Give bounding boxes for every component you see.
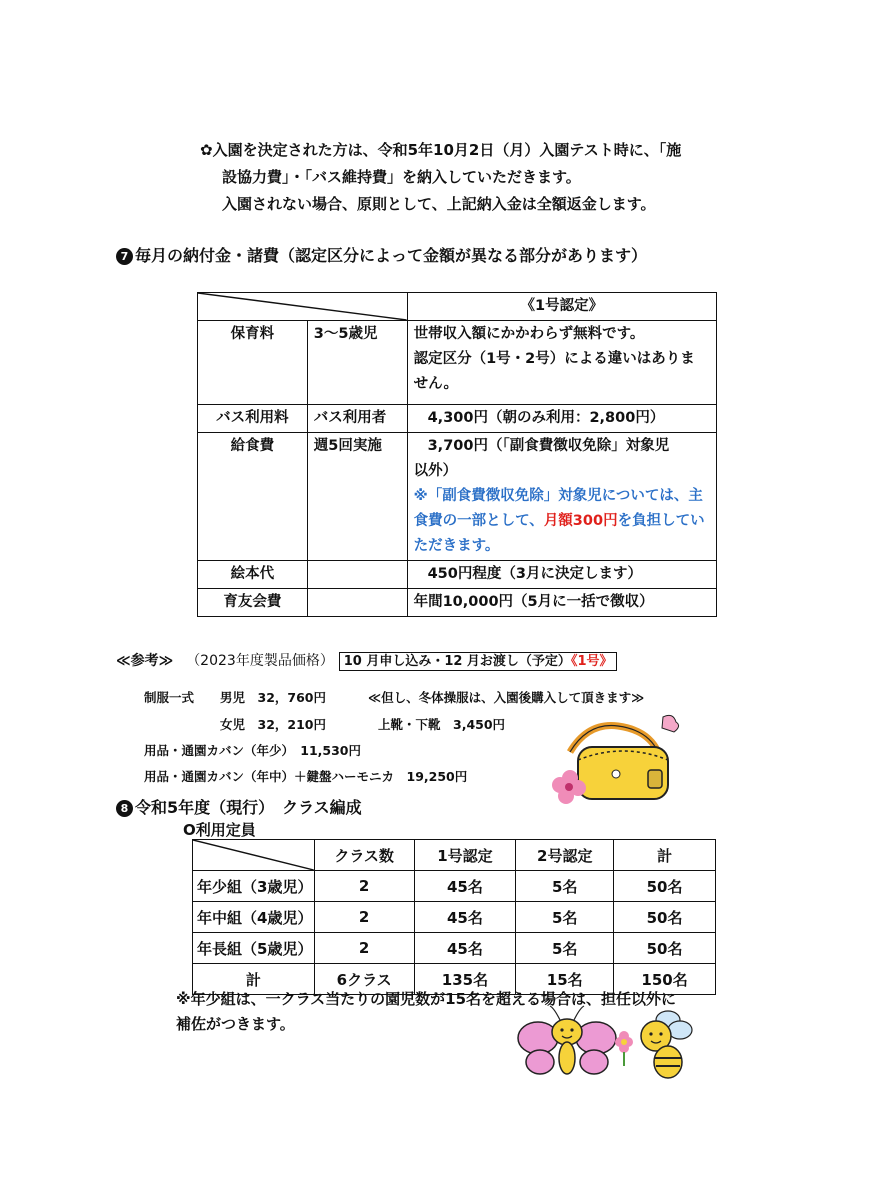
column-header: 計 bbox=[614, 840, 716, 871]
table-cell: 年中組（4歳児） bbox=[193, 902, 315, 933]
footnote: ※年少組は、一クラス当たりの園児数が15名を超える場合は、担任以外に 補佐がつきます。 bbox=[176, 990, 677, 1033]
uniform-boy-price: 男児 32，760円 bbox=[220, 690, 326, 705]
fee-note: ※「副食費徴収免除」対象児については、主 bbox=[413, 488, 703, 504]
table-cell: 5名 bbox=[516, 902, 614, 933]
notice-line-1: ✿入園を決定された方は、令和5年10月2日（月）入園テスト時に、「施 bbox=[200, 141, 682, 159]
section-8-heading: 8 令和5年度（現行） クラス編成 bbox=[116, 795, 362, 818]
table-cell: 年少組（3歳児） bbox=[193, 871, 315, 902]
circled-number-7-icon: 7 bbox=[116, 248, 133, 265]
table-cell: 50名 bbox=[614, 871, 716, 902]
column-header: クラス数 bbox=[314, 840, 414, 871]
class-table-corner-cell bbox=[193, 840, 315, 871]
fee-target bbox=[307, 589, 407, 617]
table-cell: 5名 bbox=[516, 871, 614, 902]
table-cell: 135名 bbox=[414, 964, 516, 995]
bag-small-price: 用品・通園カバン（年少） 11,530円 bbox=[144, 743, 361, 758]
diagonal-line bbox=[193, 840, 314, 870]
table-cell: 45名 bbox=[414, 871, 516, 902]
reference-label: ≪参考≫ bbox=[116, 653, 174, 669]
table-cell: 45名 bbox=[414, 902, 516, 933]
diagonal-line bbox=[198, 293, 407, 320]
bag-illustration bbox=[548, 712, 683, 807]
reference-price-note: （2023年度製品価格） bbox=[186, 653, 334, 669]
butterfly-bee-illustration bbox=[508, 1000, 698, 1090]
fee-item: 給食費 bbox=[198, 433, 308, 561]
fee-detail: 世帯収入額にかかわらず無料です。 認定区分（1号・2号）による違いはありま せん。 bbox=[407, 321, 716, 405]
class-table-header-row bbox=[193, 840, 716, 871]
table-cell: 150名 bbox=[614, 964, 716, 995]
fee-item: 絵本代 bbox=[198, 561, 308, 589]
table-cell: 2 bbox=[314, 902, 414, 933]
reference-boxed-note: 10 月申し込み・12 月お渡し（予定）《1号》 bbox=[339, 652, 618, 671]
fee-detail: 年間10,000円（5月に一括で徴収） bbox=[407, 589, 716, 617]
fee-item: 育友会費 bbox=[198, 589, 308, 617]
table-cell: 50名 bbox=[614, 902, 716, 933]
fee-target: バス利用者 bbox=[307, 405, 407, 433]
fee-table-header-row bbox=[198, 293, 717, 321]
table-cell: 45名 bbox=[414, 933, 516, 964]
table-cell: 計 bbox=[193, 964, 315, 995]
table-cell: 2 bbox=[314, 933, 414, 964]
reference-header bbox=[116, 650, 617, 670]
capacity-subheading: O利用定員 bbox=[183, 821, 256, 839]
fee-detail: 450円程度（3月に決定します） bbox=[407, 561, 716, 589]
fee-item: バス利用料 bbox=[198, 405, 308, 433]
circled-number-8-icon: 8 bbox=[116, 800, 133, 817]
table-row bbox=[198, 433, 717, 561]
fee-table-header: 《1号認定》 bbox=[407, 293, 716, 321]
column-header: 2号認定 bbox=[516, 840, 614, 871]
table-cell: 15名 bbox=[516, 964, 614, 995]
flower-icon bbox=[615, 1031, 633, 1066]
uniform-girl-price: 女児 32，210円 bbox=[220, 717, 326, 732]
table-row bbox=[193, 933, 716, 964]
notice-line-3: 入園されない場合、原則として、上記納入金は全額返金します。 bbox=[222, 195, 656, 213]
fee-target bbox=[307, 561, 407, 589]
bag-mid-price: 用品・通園カバン（年中）＋鍵盤ハーモニカ 19,250円 bbox=[144, 769, 468, 784]
fee-target: 週5回実施 bbox=[307, 433, 407, 561]
fee-table-corner-cell bbox=[198, 293, 408, 321]
notice-block bbox=[200, 137, 760, 218]
table-cell: 6クラス bbox=[314, 964, 414, 995]
table-row bbox=[198, 321, 717, 405]
table-row bbox=[198, 405, 717, 433]
fee-item: 保育料 bbox=[198, 321, 308, 405]
winter-note: ≪但し、冬体操服は、入園後購入して頂きます≫ bbox=[368, 690, 645, 705]
butterfly-illustration bbox=[518, 1006, 616, 1074]
table-cell: 5名 bbox=[516, 933, 614, 964]
bee-illustration bbox=[641, 1011, 692, 1078]
section-7-heading: 7 毎月の納付金・諸費（認定区分によって金額が異なる部分があります） bbox=[116, 243, 647, 266]
table-row bbox=[198, 561, 717, 589]
fee-note-line: 食費の一部として、月額300円を負担してい bbox=[413, 513, 705, 529]
shoes-price: 上靴・下靴 3,450円 bbox=[378, 717, 506, 732]
fee-detail: 3,700円（「副食費徴収免除」対象児 以外） ※「副食費徴収免除」対象児については、主 食費の一部として、月額300円を負担してい ただきます。 bbox=[407, 433, 716, 561]
table-row bbox=[193, 902, 716, 933]
column-header: 1号認定 bbox=[414, 840, 516, 871]
uniform-label: 制服一式 bbox=[144, 690, 195, 705]
notice-line-2: 設協力費」・「バス維持費」を納入していただきます。 bbox=[222, 168, 581, 186]
table-cell: 50名 bbox=[614, 933, 716, 964]
table-cell: 2 bbox=[314, 871, 414, 902]
class-table bbox=[192, 839, 716, 995]
flower-bullet-icon: ✿ bbox=[200, 141, 213, 159]
fee-table bbox=[197, 292, 717, 617]
ring-bullet-icon: O bbox=[183, 821, 196, 839]
table-row bbox=[193, 871, 716, 902]
fee-target: 3～5歳児 bbox=[307, 321, 407, 405]
fee-note-highlight: 月額300円 bbox=[543, 513, 618, 529]
table-cell: 年長組（5歳児） bbox=[193, 933, 315, 964]
fee-detail: 4,300円（朝のみ利用：2,800円） bbox=[407, 405, 716, 433]
table-row bbox=[198, 589, 717, 617]
